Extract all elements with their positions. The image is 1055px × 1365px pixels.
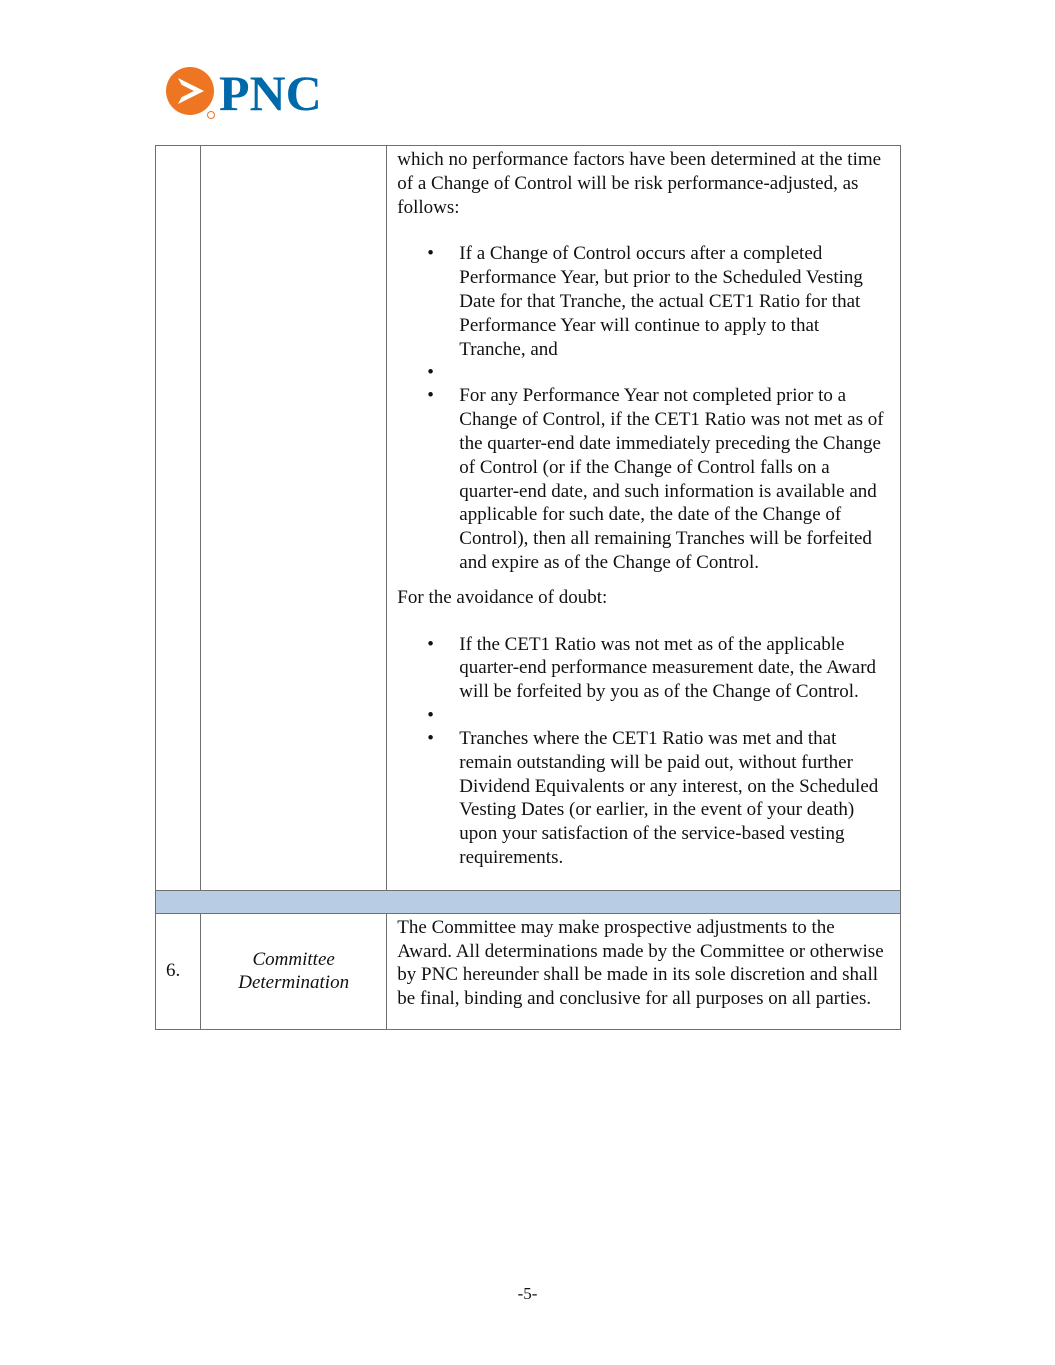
pnc-logo-graphic [165,66,340,120]
divider-cell [156,890,901,913]
pnc-logo [165,66,340,120]
award-terms-table [155,145,901,1030]
title-cell [201,146,387,891]
page-number: -5- [517,1284,538,1303]
bullet-list-a [397,242,888,574]
section-title-line2: Determination [238,972,350,994]
section-text: The Committee may make prospective adjustments to the Award. All determinations made by the Committee or otherwise by PNC hereunder shall be made in its sole discretion and shall be final, binding and conclusive for all purposes on all parties. [387,913,901,1029]
content-cell [387,146,901,891]
intro-paragraph: which no performance factors have been determined at the time of a Change of Control will be risk performance-adjusted, as follows: [397,149,882,218]
section-number: 6. [156,913,201,1029]
list-item: • For any Performance Year not completed prior to a Change of Control, if the CET1 Ratio was not met as of the quarter-end date immediately preceding the Change of Control (or if the Change of Control falls on a quarter-end date, and such information is available and applicable for such date, the date of the Change of Control), then all remaining Tranches will be forfeited and expire as of the Change of Control. [397,384,888,574]
logo-wordmark: PNC [219,66,322,120]
section-title-line1: Committee [252,948,335,970]
table-row-continuation [156,146,901,891]
list-item: • If the CET1 Ratio was not met as of the applicable quarter-end performance measurement date, the Award will be forfeited by you as of the Change of Control. [397,633,888,704]
number-cell [156,146,201,891]
registered-mark-icon [208,112,215,119]
section-divider-band [156,890,901,913]
table-row-section-6 [156,913,901,1029]
section-title [201,913,387,1029]
bullet-list-b [397,633,888,870]
avoidance-paragraph: For the avoidance of doubt: [397,586,608,608]
list-item: • Tranches where the CET1 Ratio was met and that remain outstanding will be paid out, without further Dividend Equivalents or any interest, on the Scheduled Vesting Dates (or earlier, in the event of your death) upon your satisfaction of the service-based vesting requirements. [397,727,888,870]
list-item: • If a Change of Control occurs after a completed Performance Year, but prior to the Scheduled Vesting Date for that Tranche, the actual CET1 Ratio for that Performance Year will continue to apply to that Tranche, and [397,242,888,361]
